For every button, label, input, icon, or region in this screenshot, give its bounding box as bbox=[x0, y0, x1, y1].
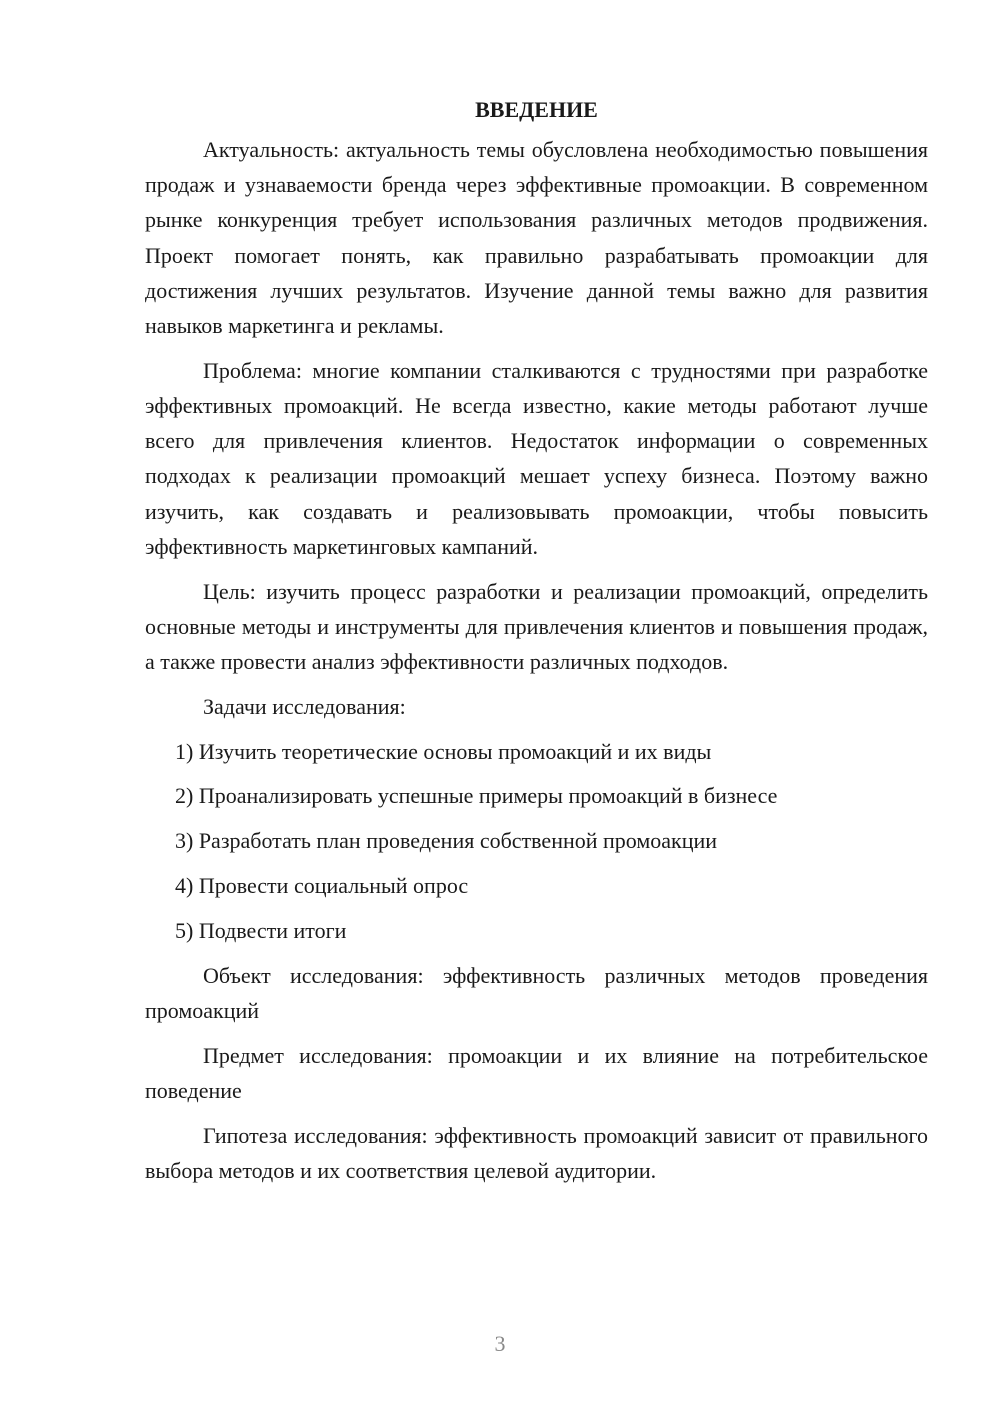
document-page bbox=[145, 92, 928, 1198]
list-item: 3) Разработать план проведения собственной промоакции bbox=[175, 828, 718, 854]
page-title: ВВЕДЕНИЕ bbox=[475, 97, 598, 122]
tasks-heading: Задачи исследования: bbox=[203, 693, 406, 719]
list-item: 5) Подвести итоги bbox=[175, 917, 347, 943]
page-number: 3 bbox=[494, 1331, 506, 1356]
list-item: 2) Проанализировать успешные примеры промоакций в бизнесе bbox=[175, 783, 778, 809]
paragraph-relevance: Актуальность: актуальность темы обусловлена необходимостью повышения продаж и узнаваемости бренда через эффективные промоакции. В современном рынке конкуренция требует использования различных методов продвижения. Проект помогает понять, как правильно разрабатывать промоакции для достижения лучших результатов. Изучение данной темы важно для развития навыков маркетинга и рекламы. bbox=[145, 137, 928, 339]
tasks-list bbox=[145, 734, 928, 948]
paragraph-problem: Проблема: многие компании сталкиваются с трудностями при разработке эффективных промоакций. Не всегда известно, какие методы работают лучше всего для привлечения клиентов. Недостаток информации о современных подходах к реализации промоакций мешает успеху бизнеса. Поэтому важно изучить, как создавать и реализовывать промоакции, чтобы повысить эффективность маркетинговых кампаний. bbox=[145, 357, 928, 559]
paragraph-object: Объект исследования: эффективность различных методов проведения промоакций bbox=[145, 962, 928, 1023]
paragraph-goal: Цель: изучить процесс разработки и реализации промоакций, определить основные методы и инструменты для привлечения клиентов и повышения продаж, а также провести анализ эффективности различных подходов. bbox=[145, 578, 928, 675]
list-item: 4) Провести социальный опрос bbox=[175, 873, 469, 899]
paragraph-hypothesis: Гипотеза исследования: эффективность промоакций зависит от правильного выбора методов и их соответствия целевой аудитории. bbox=[145, 1122, 928, 1183]
paragraph-subject: Предмет исследования: промоакции и их влияние на потребительское поведение bbox=[145, 1042, 928, 1103]
list-item: 1) Изучить теоретические основы промоакций и их виды bbox=[175, 738, 712, 764]
